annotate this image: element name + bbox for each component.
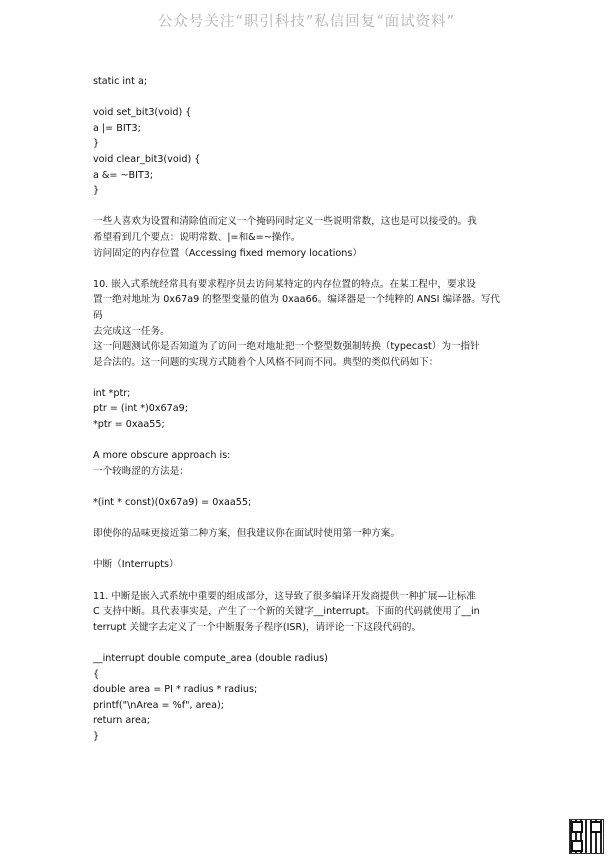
text-line: 去完成这一任务。 [93, 325, 170, 337]
text-line: static int a; [93, 76, 148, 87]
blank-line [93, 542, 533, 558]
text-line: double area = PI * radius * radius; [93, 684, 258, 696]
text-line: 这一问题测试你是否知道为了访问一绝对地址把一个整型数强制转换（typecast）为一指针 [93, 341, 480, 353]
blank-line [93, 199, 533, 215]
text-line: 希望看到几个要点：说明常数、|=和&=~操作。 [93, 231, 301, 243]
page-watermark: 公众号关注“职引科技”私信回复“面试资料” [157, 14, 456, 30]
blank-line [93, 573, 533, 589]
text-line: } [93, 185, 100, 197]
text-line: 访问固定的内存位置（Accessing fixed memory locations） [93, 247, 362, 259]
text-line: 中断（Interrupts） [93, 559, 179, 571]
blank-line [93, 479, 533, 495]
document-body [93, 74, 533, 745]
text-line: return area; [93, 715, 151, 727]
text-line: 码 [93, 309, 103, 321]
text-line: *ptr = 0xaa55; [93, 419, 165, 431]
text-line: ptr = (int *)0x67a9; [93, 403, 188, 415]
text-line: 是合法的。这一问题的实现方式随着个人风格不同而不同。典型的类似代码如下： [93, 356, 439, 368]
text-line: terrupt 关键字去定义了一个中断服务子程序(ISR)，请评论一下这段代码的。 [93, 621, 422, 633]
text-line: int *ptr; [93, 387, 131, 399]
text-line: printf("\nArea = %f", area); [93, 699, 224, 711]
text-line: void set_bit3(void) { [93, 107, 192, 119]
text-line: 一些人喜欢为设置和清除值而定义一个掩码同时定义一些说明常数，这也是可以接受的。我 [93, 216, 477, 228]
blank-line [93, 261, 533, 277]
text-line: a |= BIT3; [93, 122, 141, 134]
text-line: void clear_bit3(void) { [93, 153, 201, 165]
text-line: C 支持中断。具代表事实是，产生了一个新的关键字__interrupt。下面的代码就使用了__in [93, 606, 480, 618]
blank-line [93, 635, 533, 651]
blank-line [93, 511, 533, 527]
qr-code-icon [569, 819, 604, 854]
text-line: 即使你的品味更接近第二种方案，但我建议你在面试时使用第一种方案。 [93, 528, 400, 540]
text-line: 11. 中断是嵌入式系统中重要的组成部分，这导致了很多编译开发商提供一种扩展—让标准 [93, 590, 476, 602]
text-line: *(int * const)(0x67a9) = 0xaa55; [93, 497, 252, 509]
text-line: { [93, 668, 100, 680]
text-line: A more obscure approach is: [93, 450, 231, 462]
text-line: a &= ~BIT3; [93, 169, 154, 181]
text-line: 置一绝对地址为 0x67a9 的整型变量的值为 0xaa66。编译器是一个纯粹的 ANSI 编译器。写代 [93, 294, 501, 306]
text-line: } [93, 138, 100, 150]
text-line: __interrupt double compute_area (double radius) [93, 652, 328, 664]
blank-line [93, 90, 533, 106]
text-line: 一个较晦涩的方法是： [93, 465, 189, 477]
blank-line [93, 433, 533, 449]
blank-line [93, 370, 533, 386]
text-line: } [93, 730, 100, 742]
text-line: 10. 嵌入式系统经常具有要求程序员去访问某特定的内存位置的特点。在某工程中，要求设 [93, 278, 476, 290]
